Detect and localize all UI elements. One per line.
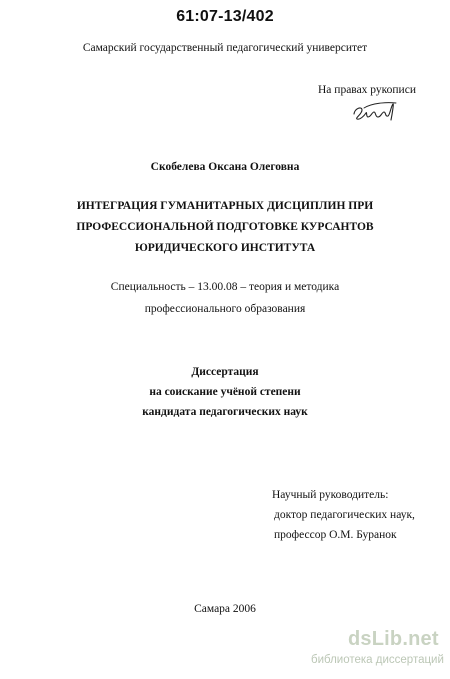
supervisor-label: Научный руководитель:: [272, 489, 389, 501]
supervisor-name: профессор О.М. Буранок: [274, 529, 397, 541]
dissertation-title: [0, 196, 450, 259]
supervisor-block: [272, 485, 415, 545]
handwritten-signature: [352, 100, 398, 124]
university-name: Самарский государственный педагогический университет: [82, 42, 368, 54]
supervisor-degree: доктор педагогических наук,: [274, 509, 415, 521]
watermark-logo: dsLib.net: [348, 628, 439, 650]
title-line: ПРОФЕССИОНАЛЬНОЙ ПОДГОТОВКЕ КУРСАНТОВ: [76, 221, 374, 233]
title-line: ИНТЕГРАЦИЯ ГУМАНИТАРНЫХ ДИСЦИПЛИН ПРИ: [76, 200, 374, 212]
thesis-degree-line: кандидата педагогических наук: [142, 406, 308, 418]
specialty-line: профессионального образования: [144, 303, 306, 315]
thesis-degree-line: на соискание учёной степени: [149, 386, 301, 398]
specialty-line: Специальность – 13.00.08 – теория и методика: [110, 281, 340, 293]
manuscript-rights: На правах рукописи: [318, 84, 416, 96]
watermark-subtitle: библиотека диссертаций: [311, 654, 444, 666]
thesis-type-block: [0, 362, 450, 422]
author-name: Скобелева Оксана Олеговна: [150, 161, 300, 173]
specialty-block: [0, 276, 450, 320]
place-year: Самара 2006: [194, 603, 256, 615]
title-line: ЮРИДИЧЕСКОГО ИНСТИТУТА: [134, 242, 316, 254]
archive-code: 61:07-13/402: [176, 8, 274, 25]
thesis-type: Диссертация: [191, 366, 259, 378]
